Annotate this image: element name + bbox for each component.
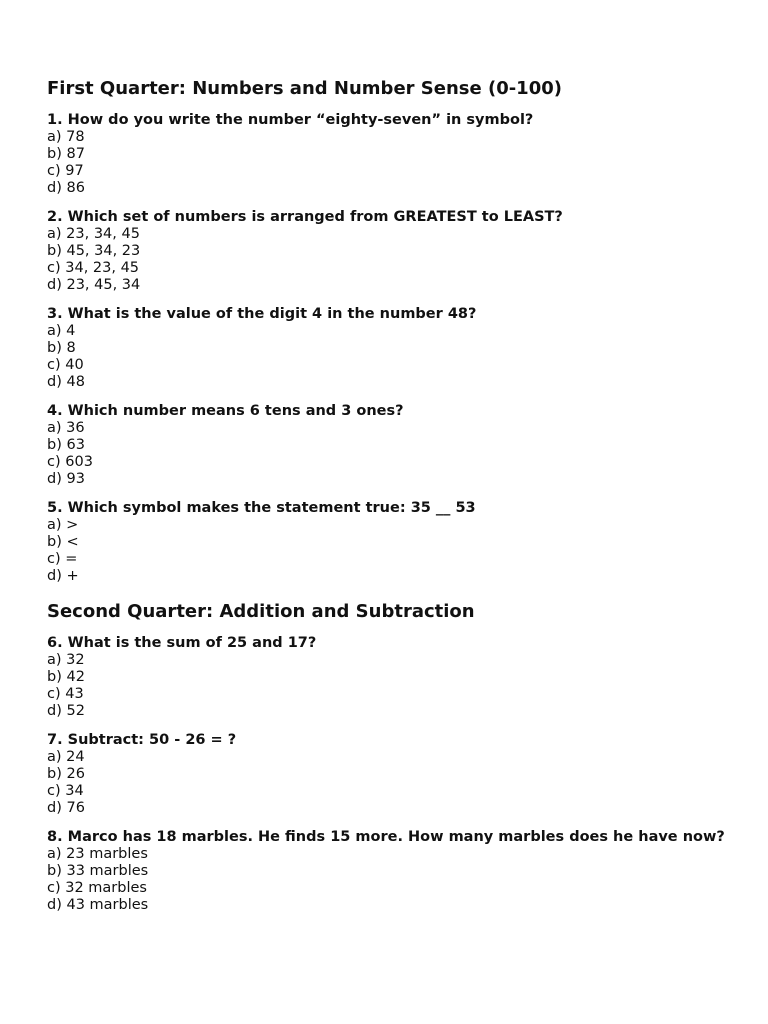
- section-first-quarter: [47, 78, 728, 585]
- option-d: d) 76: [47, 800, 85, 816]
- option-a: a) 32: [47, 652, 85, 668]
- answer-options: [47, 652, 728, 720]
- question-text: 8. Marco has 18 marbles. He finds 15 more. How many marbles does he have now?: [47, 829, 725, 845]
- option-a: a) 24: [47, 749, 85, 765]
- option-b: b) 63: [47, 437, 85, 453]
- option-a: a) >: [47, 517, 79, 533]
- option-b: b) 8: [47, 340, 76, 356]
- option-d: d) 43 marbles: [47, 897, 149, 913]
- option-b: b) 42: [47, 669, 85, 685]
- question-6: [47, 635, 728, 720]
- option-d: d) +: [47, 568, 79, 584]
- section-heading: Second Quarter: Addition and Subtraction: [47, 601, 475, 622]
- option-b: b) 26: [47, 766, 85, 782]
- option-c: c) 34, 23, 45: [47, 260, 140, 276]
- option-c: c) 603: [47, 454, 93, 470]
- question-8: [47, 829, 728, 914]
- option-b: b) 87: [47, 146, 85, 162]
- question-5: [47, 500, 728, 585]
- question-text: 4. Which number means 6 tens and 3 ones?: [47, 403, 404, 419]
- answer-options: [47, 226, 728, 294]
- question-3: [47, 306, 728, 391]
- answer-options: [47, 420, 728, 488]
- question-text: 3. What is the value of the digit 4 in the number 48?: [47, 306, 477, 322]
- option-a: a) 23 marbles: [47, 846, 148, 862]
- option-a: a) 23, 34, 45: [47, 226, 140, 242]
- option-c: c) 34: [47, 783, 84, 799]
- answer-options: [47, 517, 728, 585]
- option-b: b) 33 marbles: [47, 863, 149, 879]
- option-a: a) 4: [47, 323, 76, 339]
- option-d: d) 93: [47, 471, 85, 487]
- option-c: c) 97: [47, 163, 84, 179]
- option-a: a) 36: [47, 420, 85, 436]
- option-d: d) 23, 45, 34: [47, 277, 141, 293]
- question-7: [47, 732, 728, 817]
- option-b: b) <: [47, 534, 79, 550]
- option-d: d) 52: [47, 703, 85, 719]
- question-text: 6. What is the sum of 25 and 17?: [47, 635, 317, 651]
- question-2: [47, 209, 728, 294]
- option-a: a) 78: [47, 129, 85, 145]
- answer-options: [47, 846, 728, 914]
- section-second-quarter: [47, 601, 728, 914]
- question-text: 7. Subtract: 50 - 26 = ?: [47, 732, 237, 748]
- question-4: [47, 403, 728, 488]
- question-text: 1. How do you write the number “eighty-seven” in symbol?: [47, 112, 534, 128]
- answer-options: [47, 129, 728, 197]
- question-1: [47, 112, 728, 197]
- option-d: d) 86: [47, 180, 85, 196]
- question-text: 5. Which symbol makes the statement true: 35 __ 53: [47, 500, 476, 516]
- question-text: 2. Which set of numbers is arranged from GREATEST to LEAST?: [47, 209, 563, 225]
- option-d: d) 48: [47, 374, 85, 390]
- option-b: b) 45, 34, 23: [47, 243, 141, 259]
- answer-options: [47, 323, 728, 391]
- option-c: c) 40: [47, 357, 84, 373]
- option-c: c) 32 marbles: [47, 880, 147, 896]
- option-c: c) 43: [47, 686, 84, 702]
- section-heading: First Quarter: Numbers and Number Sense (0-100): [47, 78, 562, 99]
- option-c: c) =: [47, 551, 78, 567]
- answer-options: [47, 749, 728, 817]
